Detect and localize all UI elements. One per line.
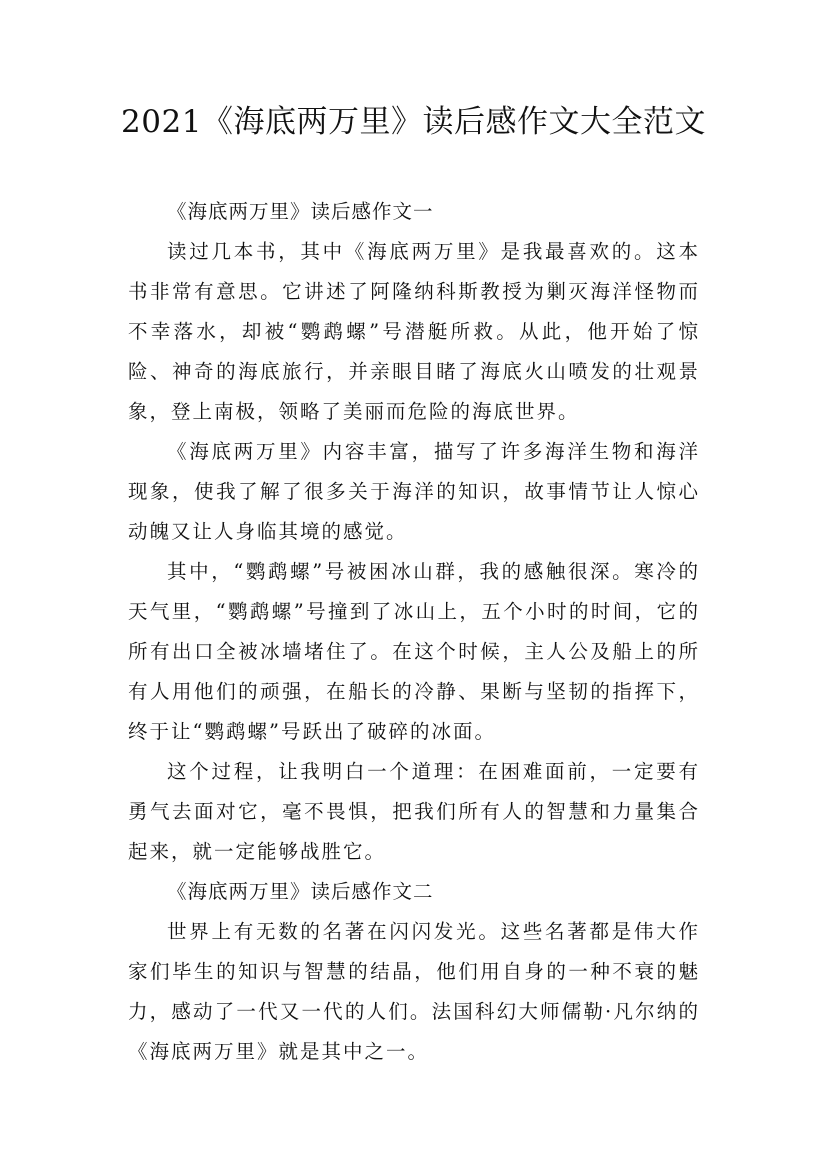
paragraph: 读过几本书，其中《海底两万里》是我最喜欢的。这本书非常有意思。它讲述了阿隆纳科斯教授为剿灭海洋怪物而不幸落水，却被“鹦鹉螺”号潜艇所救。从此，他开始了惊险、神奇的海底旅行，并亲眼目睹了海底火山喷发的壮观景象，登上南极，领略了美丽而危险的海底世界。 [128,240,700,423]
document-body [128,192,700,1072]
section-heading: 《海底两万里》读后感作文二 [167,880,434,903]
paragraph: 世界上有无数的名著在闪闪发光。这些名著都是伟大作家们毕生的知识与智慧的结晶，他们用自身的一种不衰的魅力，感动了一代又一代的人们。法国科幻大师儒勒·凡尔纳的《海底两万里》就是其中之一。 [128,920,700,1063]
document-title: 2021《海底两万里》读后感作文大全范文 [121,104,706,140]
paragraph: 《海底两万里》内容丰富，描写了许多海洋生物和海洋现象，使我了解了很多关于海洋的知识，故事情节让人惊心动魄又让人身临其境的感觉。 [128,440,700,543]
paragraph: 其中，“鹦鹉螺”号被困冰山群，我的感触很深。寒冷的天气里，“鹦鹉螺”号撞到了冰山上，五个小时的时间，它的所有出口全被冰墙堵住了。在这个时候，主人公及船上的所有人用他们的顽强，在船长的冷静、果断与坚韧的指挥下，终于让“鹦鹉螺”号跃出了破碎的冰面。 [128,560,700,743]
paragraph: 这个过程，让我明白一个道理：在困难面前，一定要有勇气去面对它，毫不畏惧，把我们所有人的智慧和力量集合起来，就一定能够战胜它。 [128,760,700,863]
section-heading: 《海底两万里》读后感作文一 [167,200,434,223]
